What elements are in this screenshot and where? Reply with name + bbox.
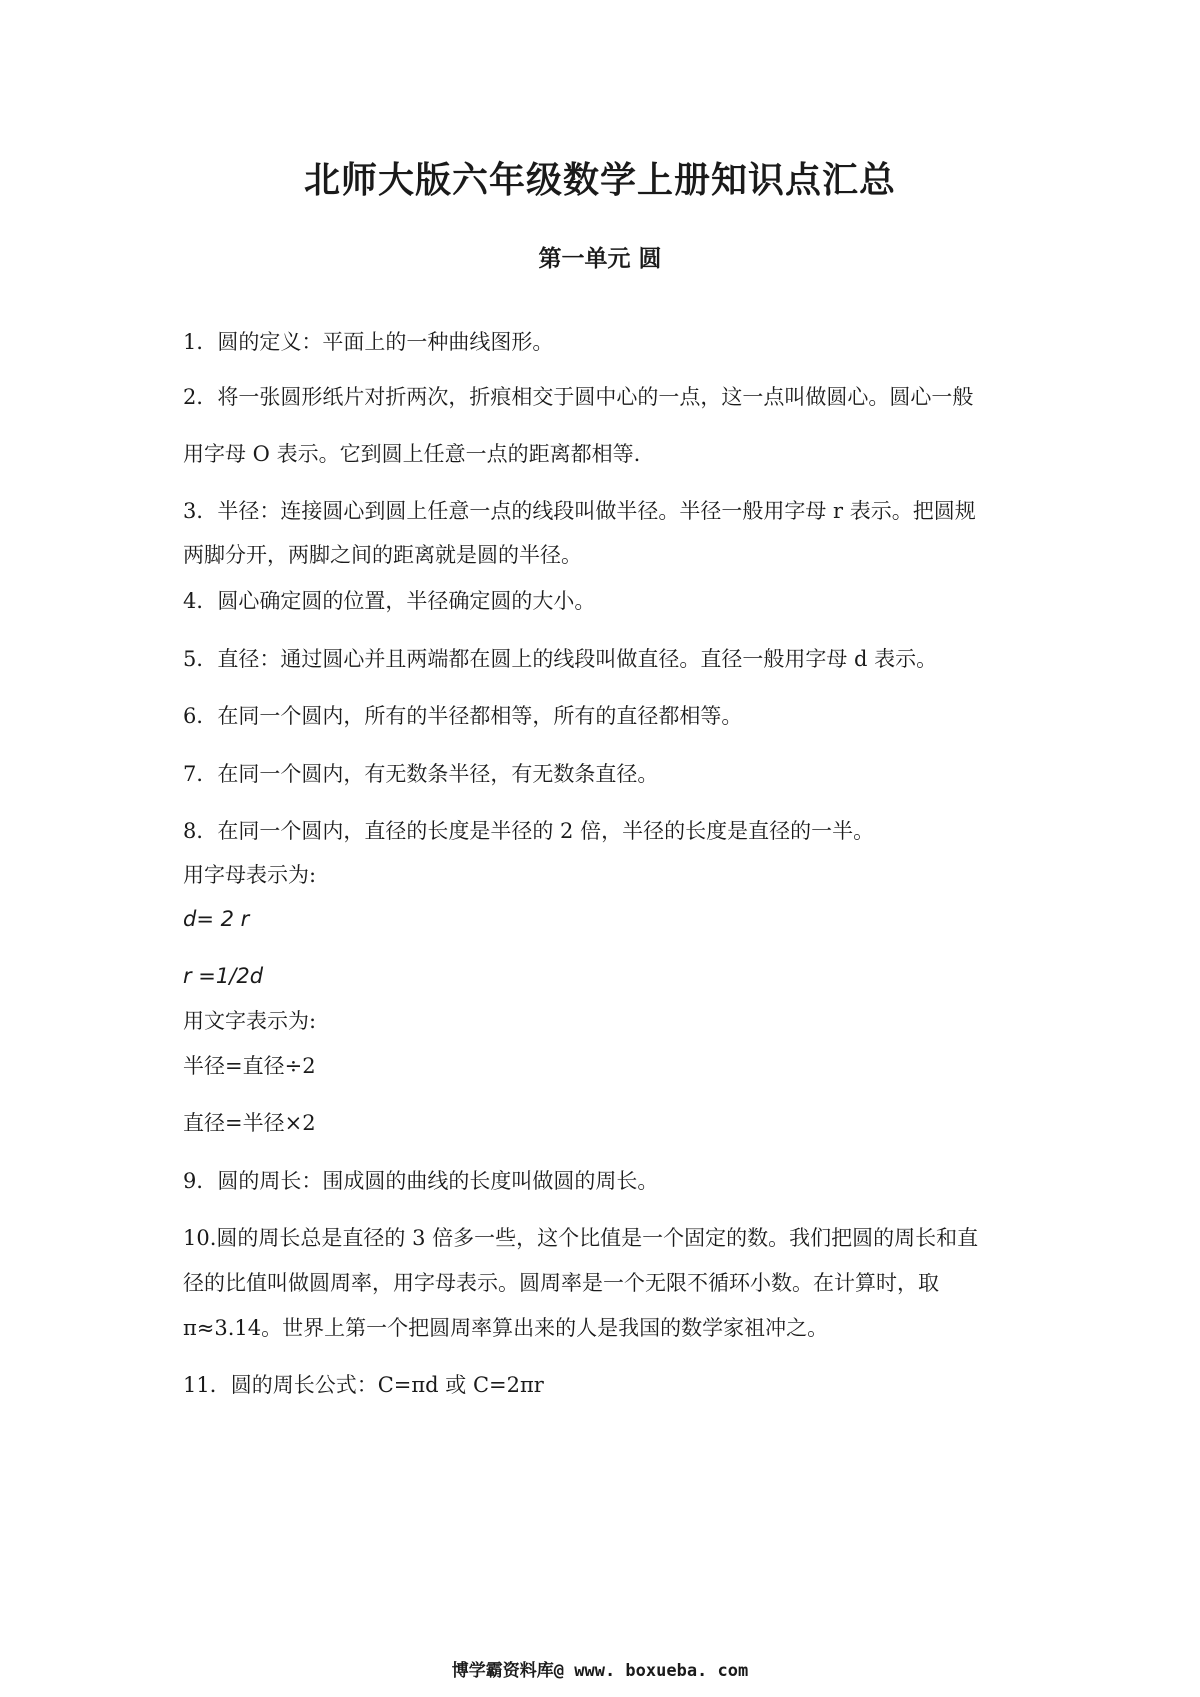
footer-watermark: 博学霸资料库@ www. boxueba. com [451, 1661, 749, 1681]
formula-line: d= 2 r [183, 907, 250, 931]
text-line: 4．圆心确定圆的位置，半径确定圆的大小。 [183, 589, 596, 613]
text-line: 10.圆的周长总是直径的 3 倍多一些，这个比值是一个固定的数。我们把圆的周长和直 [183, 1226, 979, 1250]
formula-line: 半径=直径÷2 [183, 1054, 316, 1078]
text-line: 用字母表示为: [183, 863, 317, 887]
text-line: 3．半径：连接圆心到圆上任意一点的线段叫做半径。半径一般用字母 r 表示。把圆规 [183, 499, 976, 523]
text-line: 用字母 O 表示。它到圆上任意一点的距离都相等. [183, 442, 641, 466]
text-line: 7．在同一个圆内，有无数条半径，有无数条直径。 [183, 762, 659, 786]
text-line: π≈3.14。世界上第一个把圆周率算出来的人是我国的数学家祖冲之。 [183, 1316, 829, 1340]
text-line: 用文字表示为: [183, 1009, 317, 1033]
text-line: 1．圆的定义：平面上的一种曲线图形。 [183, 330, 554, 354]
text-line: 2．将一张圆形纸片对折两次，折痕相交于圆中心的一点，这一点叫做圆心。圆心一般 [183, 385, 974, 409]
text-line: 6．在同一个圆内，所有的半径都相等，所有的直径都相等。 [183, 704, 743, 728]
formula-line: 直径=半径×2 [183, 1111, 316, 1135]
text-line: 径的比值叫做圆周率，用字母表示。圆周率是一个无限不循环小数。在计算时，取 [183, 1271, 939, 1295]
text-line: 9．圆的周长：围成圆的曲线的长度叫做圆的周长。 [183, 1169, 659, 1193]
unit-heading: 第一单元 圆 [538, 246, 662, 272]
text-line: 11．圆的周长公式：C=πd 或 C=2πr [183, 1373, 544, 1397]
text-line: 两脚分开，两脚之间的距离就是圆的半径。 [183, 543, 582, 567]
text-line: 5．直径：通过圆心并且两端都在圆上的线段叫做直径。直径一般用字母 d 表示。 [183, 647, 938, 671]
formula-line: r =1/2d [183, 964, 264, 988]
document-title: 北师大版六年级数学上册知识点汇总 [303, 160, 896, 201]
text-line: 8．在同一个圆内，直径的长度是半径的 2 倍，半径的长度是直径的一半。 [183, 819, 875, 843]
